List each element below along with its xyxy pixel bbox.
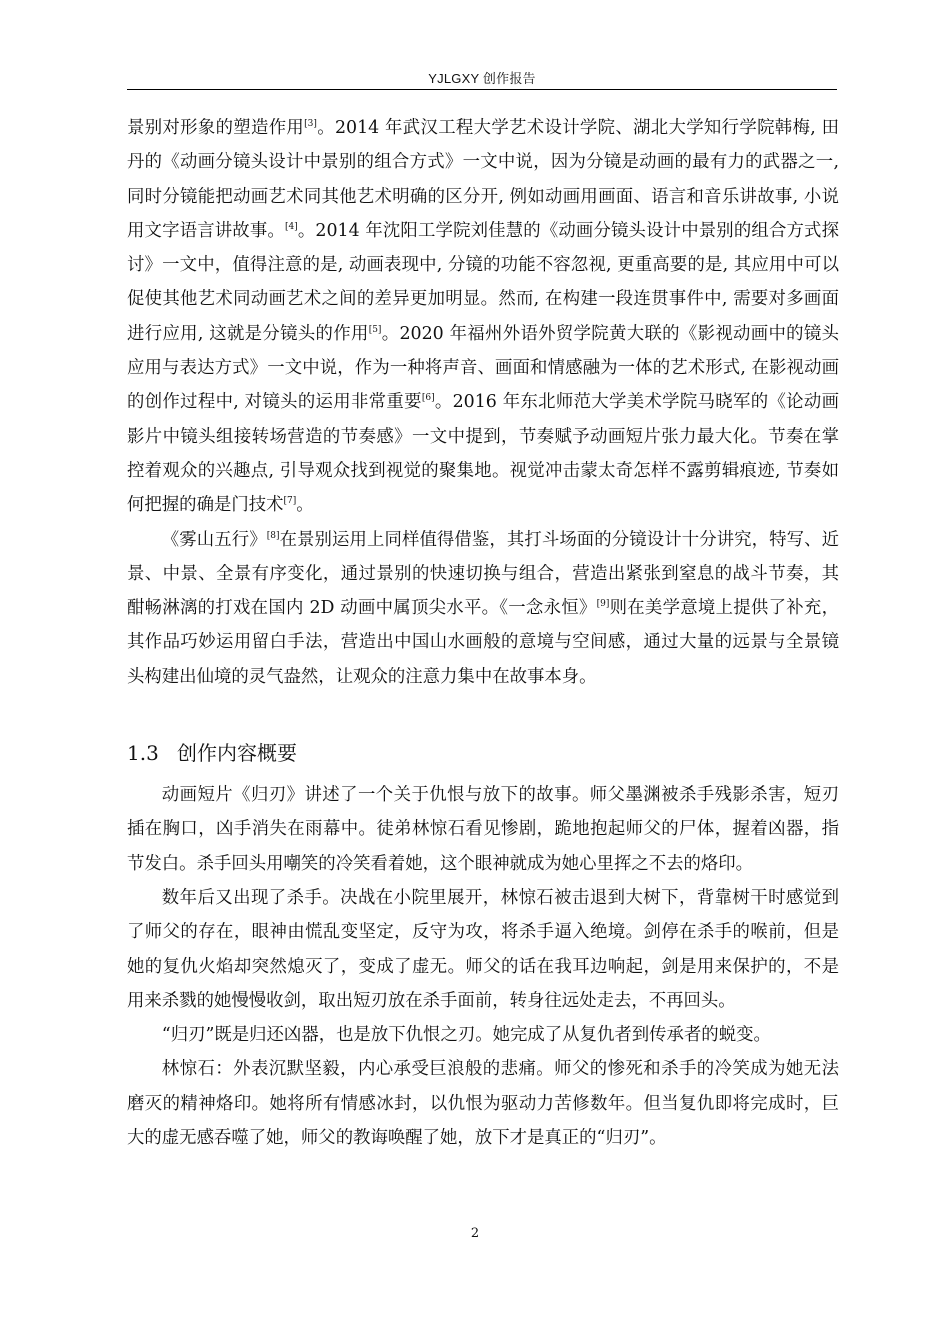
paragraph [127, 523, 839, 694]
citation-marker: [9] [596, 599, 610, 610]
page-number: 2 [470, 1226, 480, 1241]
section-heading [127, 738, 839, 768]
citation-marker: [5] [368, 324, 382, 335]
section-content [127, 778, 839, 1155]
citation-marker: [4] [284, 221, 298, 232]
paragraph: 动画短片《归刃》讲述了一个关于仇恨与放下的故事。师父墨渊被杀手残影杀害，短刃插在胸口，凶手消失在雨幕中。徒弟林惊石看见惨剧，跪地抱起师父的尸体，握着凶器，指节发白。杀手回头用嘲笑的冷笑看着她，这个眼神就成为她心里挥之不去的烙印。 [127, 785, 839, 874]
section-number: 1.3 [127, 741, 159, 766]
paragraph-text: 在景别运用上同样值得借鉴，其打斗场面的分镜设计十分讲究，特写、近景、中景、全景有序变化，通过景别的快速切换与组合，营造出紧张到窒息的战斗节奏，其酣畅淋漓的打戏在国内 2D 动画中属顶尖水平。《一念永恒》 [127, 529, 839, 619]
paragraph-text: 则在美学意境上提供了补充，其作品巧妙运用留白手法，营造出中国山水画般的意境与空间感，通过大量的远景与全景镜头构建出仙境的灵气盎然，让观众的注意力集中在故事本身。 [127, 598, 839, 687]
paragraph-text: 。2014 年武汉工程大学艺术设计学院、湖北大学知行学院韩梅, 田丹的《动画分镜头设计中景别的组合方式》一文中说，因为分镜是动画的最有力的武器之一, 同时分镜能把动画艺术同其他艺术明确的区分开, 例如动画用画面、语言和音乐讲故事, 小说用文字语言讲故事。 [127, 118, 839, 241]
paragraph-text: 。2016 年东北师范大学美术学院马晓军的《论动画影片中镜头组接转场营造的节奏感》一文中提到，节奏赋予动画短片张力最大化。节奏在掌控着观众的兴趣点, 引导观众找到视觉的聚集地。视觉冲击蒙太奇怎样不露剪辑痕迹, 节奏如何把握的确是门技术 [127, 392, 839, 516]
section-title: 创作内容概要 [177, 741, 297, 766]
citation-marker: [8] [266, 530, 280, 541]
literature-review [127, 111, 839, 694]
citation-marker: [7] [283, 496, 297, 507]
paragraph-text: 。2014 年沈阳工学院刘佳慧的《动画分镜头设计中景别的组合方式探讨》一文中，值得注意的是, 动画表现中, 分镜的功能不容忽视, 更重高要的是, 其应用中可以促使其他艺术同动画艺术之间的差异更加明显。然而, 在构建一段连贯事件中, 需要对多画面进行应用, 这就是分镜头的作用 [127, 220, 839, 344]
paragraph: 林惊石：外表沉默坚毅，内心承受巨浪般的悲痛。师父的惨死和杀手的冷笑成为她无法磨灭的精神烙印。她将所有情感冰封，以仇恨为驱动力苦修数年。但当复仇即将完成时，巨大的虚无感吞噬了她，师父的教诲唤醒了她，放下才是真正的“归刃”。 [127, 1059, 839, 1149]
page-header: YJLGXY 创作报告 [428, 71, 536, 86]
header-rule [127, 89, 837, 90]
paragraph [127, 111, 839, 523]
paragraph: 数年后又出现了杀手。决战在小院里展开，林惊石被击退到大树下，背靠树干时感觉到了师父的存在，眼神由慌乱变坚定，反守为攻，将杀手逼入绝境。剑停在杀手的喉前，但是她的复仇火焰却突然熄灭了，变成了虚无。师父的话在我耳边响起，剑是用来保护的，不是用来杀戮的她慢慢收剑，取出短刃放在杀手面前，转身往远处走去，不再回头。 [127, 887, 839, 1011]
paragraph: “归刃”既是归还凶器，也是放下仇恨之刃。她完成了从复仇者到传承者的蜕变。 [161, 1025, 771, 1046]
paragraph-text: 。 [296, 495, 314, 516]
paragraph-text: 景别对形象的塑造作用 [127, 118, 305, 138]
paragraph-text: 《雾山五行》 [161, 529, 267, 550]
citation-marker: [6] [421, 393, 435, 404]
document-body [127, 111, 839, 1155]
citation-marker: [3] [304, 119, 317, 129]
paragraph-text: 。2020 年福州外语外贸学院黄大联的《影视动画中的镜头应用与表达方式》一文中说，作为一种将声音、画面和情感融为一体的艺术形式, 在影视动画的创作过程中, 对镜头的运用非常重要 [127, 323, 839, 413]
